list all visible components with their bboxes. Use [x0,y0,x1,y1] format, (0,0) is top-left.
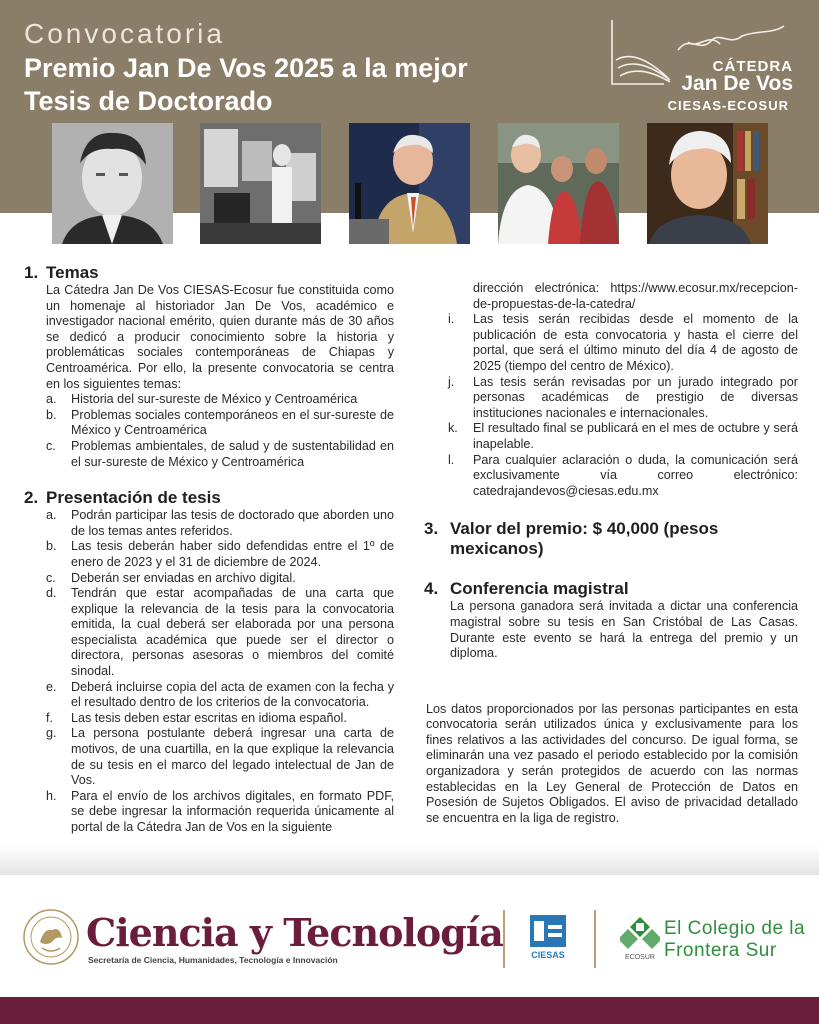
title-line-2: Tesis de Doctorado [24,86,273,116]
right-column [424,281,798,826]
section-4-text: La persona ganadora será invitada a dictar una conferencia magistral sobre su tesis en San Cristóbal de Las Casas. Durante este evento se hará la entrega del premio y un diploma. [450,599,798,661]
section-2-list-cont [448,312,798,499]
ciesas-logo [528,915,568,961]
list-item: l. Para cualquier aclaración o duda, la comunicación será exclusivamente vía correo electrónico: catedrajandevos@ciesas.edu.mx [448,452,798,498]
ecosur-small-label: ECOSUR [625,954,655,961]
title-line-1: Premio Jan De Vos 2025 a la mejor [24,53,468,83]
section-2-h-continued: dirección electrónica: https://www.ecosur.mx/recepcion-de-propuestas-de-la-catedra/ [473,281,798,311]
page-title [24,52,544,118]
privacy-notice: Los datos proporcionados por las personas participantes en esta convocatoria serán utilizados única y exclusivamente para los fines relativos a las actividades del concurso. De igual forma, se eliminarán una vez pasado el periodo establecido por la comisión organizadora y serán protegidos de acuerdo con las normas establecidas en la Ley General de Protección de Datos en Posesión de Sujetos Obligados. El aviso de privacidad detallado se encuentra en la liga de registro. [426,701,798,825]
list-item: j. Las tesis serán revisadas por un jurado integrado por personas académicas de prestigio de diversas instituciones nacionales e internacionales. [448,374,798,420]
bottom-bar [0,997,819,1024]
list-item: b. Las tesis deberán haber sido defendidas entre el 1º de enero de 2023 y el 31 de diciembre de 2024. [46,539,394,569]
section-2-list [46,508,394,835]
list-item: d. Tendrán que estar acompañadas de una carta que explique la relevancia de la tesis para la convocatoria emitida, la cual deberá ser elaborada por una persona especialista académica que puede ser el director o directora, personas asesoras o miembros del comité sinodal. [46,586,394,679]
section-2-heading: 2. Presentación de tesis [24,488,221,508]
footer [0,875,819,997]
photo-group [498,123,619,244]
logo-line-catedra: CÁTEDRA [712,58,793,75]
ciesas-label: CIESAS [531,950,565,960]
list-item: c. Deberán ser enviadas en archivo digital. [46,570,296,585]
list-item: f. Las tesis deben estar escritas en idioma español. [46,710,347,725]
mexico-seal-icon [22,908,80,966]
divider [594,910,596,968]
catedra-logo [608,20,793,115]
section-3-heading: 3. Valor del premio: $ 40,000 (pesos mexicanos) [424,519,719,559]
list-item: a. Historia del sur-sureste de México y Centroamérica [46,392,358,407]
ecosur-icon [620,915,660,961]
ecosur-name: El Colegio de la Frontera Sur [664,918,806,961]
photo-lecture [349,123,470,244]
list-item: i. Las tesis serán recibidas desde el momento de la publicación de esta convocatoria y hasta el cierre del portal, que será el último minuto del día 4 de agosto de 2025 (tiempo del centro de México). [448,312,798,373]
list-item: b. Problemas sociales contemporáneos en el sur-sureste de México y Centroamérica [46,407,394,438]
section-1-heading: 1. Temas [24,263,99,282]
supertitle: Convocatoria [24,18,225,49]
photo-archive-bw [200,123,321,244]
list-item: a. Podrán participar las tesis de doctorado que aborden uno de los temas antes referidos. [46,508,394,538]
section-1-list [46,392,394,470]
list-item: e. Deberá incluirse copia del acta de examen con la fecha y el resultado dentro de los criterios de la convocatoria. [46,679,394,710]
list-item: c. Problemas ambientales, de salud y de sustentabilidad en el sur-sureste de México y Centroamérica [46,438,394,469]
footer-fade [0,845,819,875]
ciencia-tecnologia-subtitle: Secretaría de Ciencia, Humanidades, Tecnología e Innovación [88,955,338,965]
list-item: h. Para el envío de los archivos digitales, en formato PDF, se debe ingresar la información requerida únicamente al portal de la Cátedra Jan de Vos en la siguiente [46,788,394,834]
photo-portrait-library [647,123,768,244]
photo-portrait-bw [52,123,173,244]
list-item: g. La persona postulante deberá ingresar una carta de motivos, de una cuartilla, en la que explique la relevancia de su tesis en el marco del legado intelectual de Jan de Vos. [46,726,394,788]
divider [503,910,505,968]
logo-line-institutions: CIESAS-ECOSUR [667,98,789,113]
content-area [0,255,819,845]
section-1-intro: La Cátedra Jan De Vos CIESAS-Ecosur fue constituida como un homenaje al historiador Jan De Vos, académico e investigador nacional emérito, quien durante más de 30 años se dedicó a producir conocimiento sobre la historia y problemáticas sociales contemporáneas de Chiapas y Centroamérica. Por ello, la presente convocatoria se centra en los siguientes temas: [46,283,394,391]
list-item: k. El resultado final se publicará en el mes de octubre y será inapelable. [448,421,798,451]
left-column [24,263,394,836]
logo-line-name: Jan De Vos [681,72,793,95]
ecosur-logo [620,915,660,961]
ciesas-icon [528,915,568,961]
section-4-heading: 4. Conferencia magistral [424,579,629,599]
ciencia-tecnologia-logo: Ciencia y Tecnología [86,910,503,955]
